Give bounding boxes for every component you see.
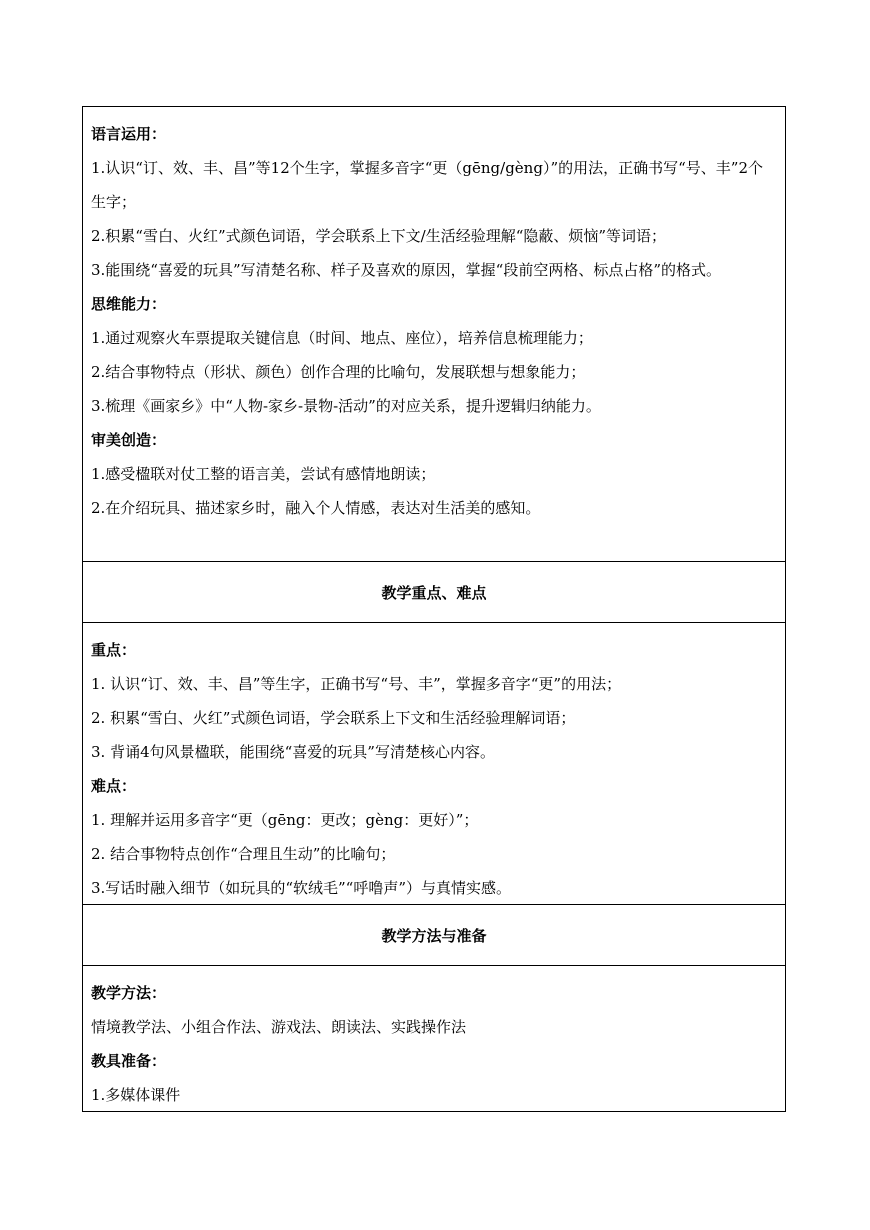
section-title-aesthetic: 审美创造： xyxy=(91,431,167,449)
objective-item: 1.感受楹联对仗工整的语言美，尝试有感情地朗读； xyxy=(91,465,436,483)
objective-item: 2.结合事物特点（形状、颜色）创作合理的比喻句，发展联想与想象能力； xyxy=(91,363,586,381)
difficulty-item: 3.写话时融入细节（如玩具的“软绒毛”“呼噜声”）与真情实感。 xyxy=(91,879,511,897)
difficulty-item: 2. 结合事物特点创作“合理且生动”的比喻句； xyxy=(91,845,396,863)
objective-item: 2.在介绍玩具、描述家乡时，融入个人情感，表达对生活美的感知。 xyxy=(91,499,541,517)
focus-title: 重点： xyxy=(91,641,137,659)
difficulty-title: 难点： xyxy=(91,777,137,795)
objective-item: 3.梳理《画家乡》中“人物-家乡-景物-活动”的对应关系，提升逻辑归纳能力。 xyxy=(91,397,601,415)
focus-item: 1. 认识“订、效、丰、昌”等生字，正确书写“号、丰”，掌握多音字“更”的用法； xyxy=(91,675,622,693)
objective-item: 1.认识“订、效、丰、昌”等12个生字，掌握多音字“更（gēng/gèng）”的用法，正确书写“号、丰”2个生字； xyxy=(91,159,763,211)
objectives-cell xyxy=(83,107,785,561)
objective-item: 3.能围绕“喜爱的玩具”写清楚名称、样子及喜欢的原因，掌握“段前空两格、标点占格”的格式。 xyxy=(91,261,721,279)
section-title-language: 语言运用： xyxy=(91,125,167,143)
focus-item: 2. 积累“雪白、火红”式颜色词语，学会联系上下文和生活经验理解词语； xyxy=(91,709,576,727)
section-title-thinking: 思维能力： xyxy=(91,295,167,313)
prep-item: 1.多媒体课件 xyxy=(91,1086,181,1104)
lesson-plan-table xyxy=(82,106,786,1112)
methods-cell xyxy=(83,965,785,1111)
focus-item: 3. 背诵4句风景楹联，能围绕“喜爱的玩具”写清楚核心内容。 xyxy=(91,743,495,761)
difficulty-item: 1. 理解并运用多音字“更（gēng：更改；gèng：更好）”； xyxy=(91,811,479,829)
method-title: 教学方法： xyxy=(91,984,167,1002)
prep-title: 教具准备： xyxy=(91,1052,167,1070)
method-text: 情境教学法、小组合作法、游戏法、朗读法、实践操作法 xyxy=(91,1018,467,1036)
objective-item: 2.积累“雪白、火红”式颜色词语，学会联系上下文/生活经验理解“隐蔽、烦恼”等词语； xyxy=(91,227,667,245)
key-points-heading: 教学重点、难点 xyxy=(83,561,785,622)
key-points-cell xyxy=(83,622,785,904)
methods-heading: 教学方法与准备 xyxy=(83,904,785,965)
objective-item: 1.通过观察火车票提取关键信息（时间、地点、座位），培养信息梳理能力； xyxy=(91,329,593,347)
